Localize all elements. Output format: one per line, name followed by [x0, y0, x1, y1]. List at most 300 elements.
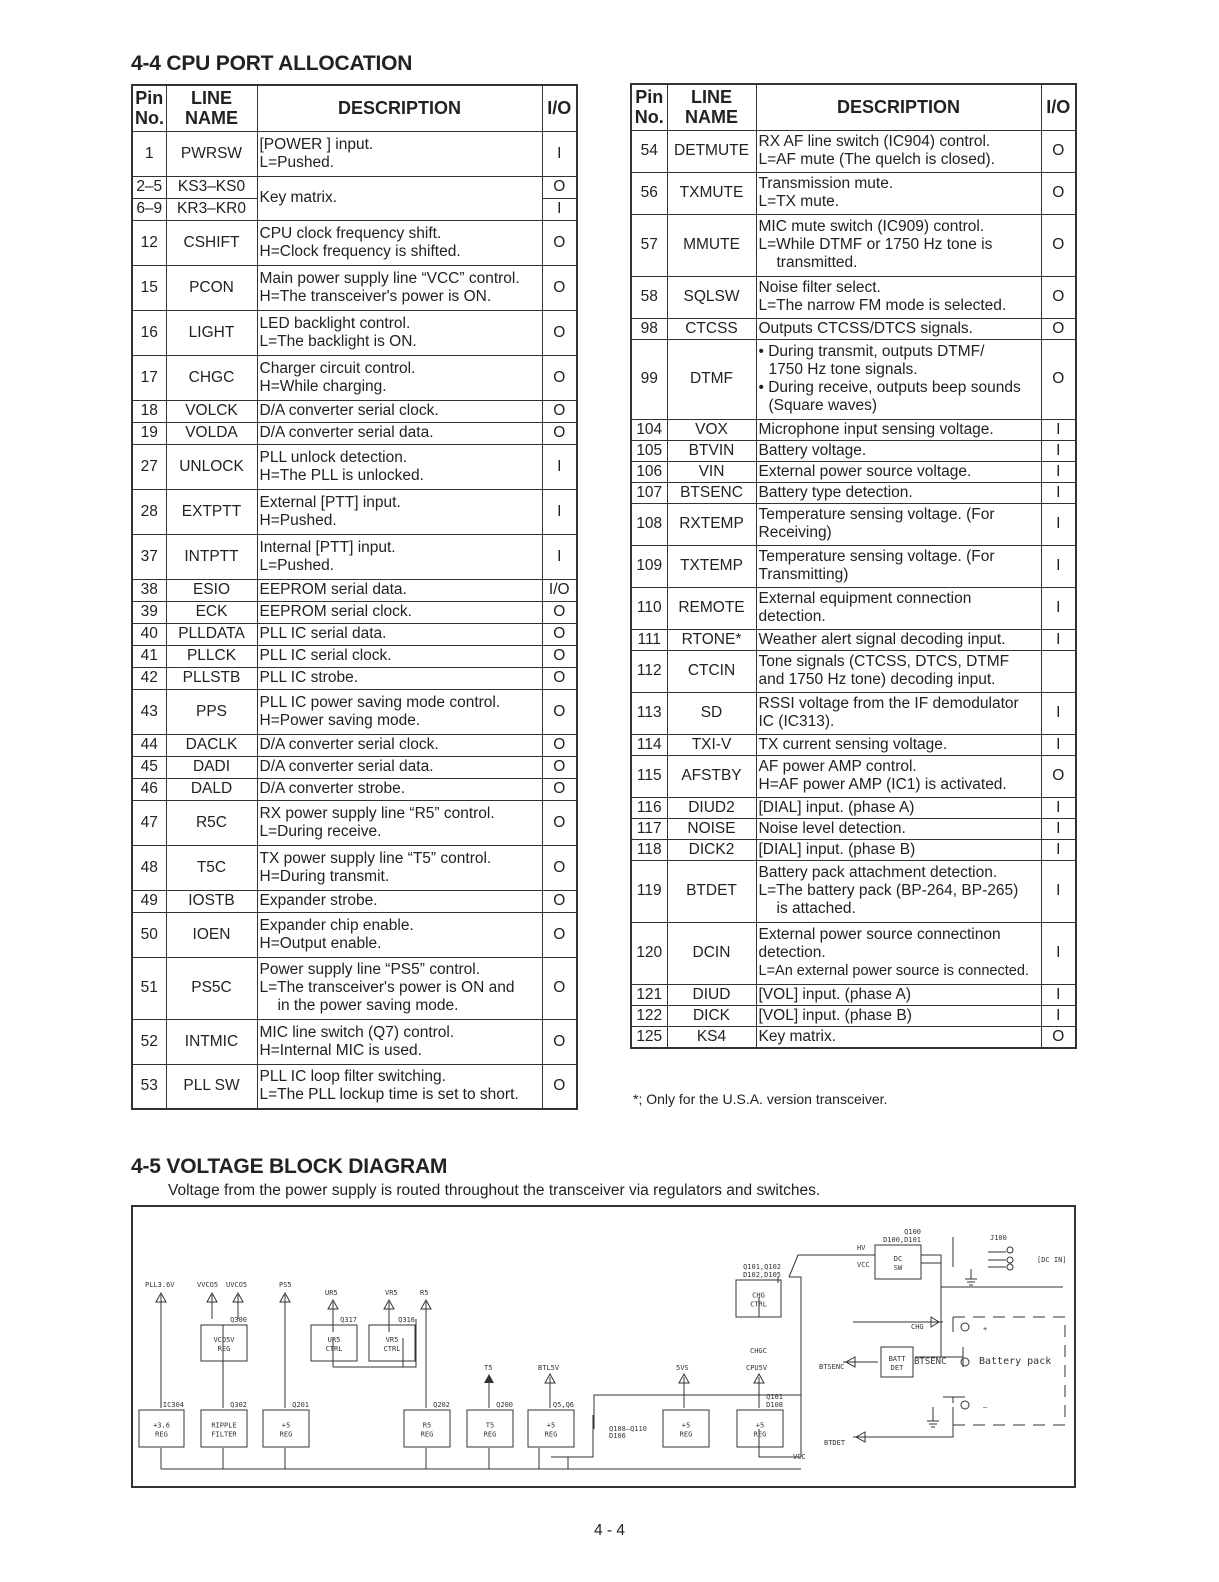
io-value: I: [1041, 419, 1076, 440]
table-row: [132, 265, 577, 310]
description: [756, 755, 1041, 797]
description-line: MIC mute switch (IC909) control.: [758, 218, 985, 235]
line-name: DIUD2: [667, 797, 756, 818]
pin-number: 12: [132, 220, 166, 265]
diagram-output-label: PLL3.6V: [145, 1281, 175, 1289]
description-line: H=The transceiver's power is ON.: [259, 287, 492, 305]
table-row: [132, 310, 577, 355]
line-name: UNLOCK: [166, 444, 257, 489]
diagram-output-label: R5: [420, 1289, 429, 1297]
pin-header: Pin No.: [132, 85, 166, 131]
line-name: TXMUTE: [667, 172, 756, 214]
diagram-block-sublabel: DET: [890, 1364, 904, 1372]
description-line: Temperature sensing voltage. (For: [758, 506, 995, 523]
pin-number: 42: [132, 667, 166, 689]
description: [756, 276, 1041, 318]
description-line: detection.: [758, 608, 826, 625]
table-row: [631, 318, 1076, 339]
description-header: DESCRIPTION: [257, 85, 542, 131]
table-row: [132, 667, 577, 689]
diagram-block-sublabel: REG: [679, 1430, 693, 1439]
table-row: [132, 645, 577, 667]
pin-number: 119: [631, 860, 667, 922]
diagram-block-sublabel: REG: [420, 1430, 434, 1439]
description: [756, 984, 1041, 1005]
description-line: External power source connectinon: [758, 926, 1001, 943]
description-line: [POWER ] input.: [259, 135, 374, 153]
io-value: O: [542, 1064, 577, 1109]
diagram-output-label: UVCO5: [226, 1281, 248, 1289]
description-line: L=While DTMF or 1750 Hz tone is: [758, 236, 993, 253]
description-line: • During transmit, outputs DTMF/: [758, 343, 985, 360]
diagram-output-label: VR5: [385, 1289, 398, 1297]
description-line: LED backlight control.: [259, 314, 411, 332]
description-line: H=Output enable.: [259, 934, 382, 952]
description: [257, 689, 542, 734]
line-name: PLLSTB: [166, 667, 257, 689]
pin-number: 125: [631, 1026, 667, 1048]
description: [756, 419, 1041, 440]
description-line: [DIAL] input. (phase A): [758, 798, 915, 816]
diagram-ref-label: D100,D101: [883, 1236, 921, 1244]
diagram-label: BTDET: [824, 1439, 846, 1447]
io-value: I/O: [542, 579, 577, 601]
description: [756, 587, 1041, 629]
line-name: BTSENC: [667, 482, 756, 503]
description-line: AF power AMP control.: [758, 758, 917, 775]
line-name: KR3–KR0: [166, 198, 257, 220]
line-name: RXTEMP: [667, 503, 756, 545]
diagram-output-label: BTL5V: [538, 1364, 560, 1372]
table-row: [631, 860, 1076, 922]
line-name: PS5C: [166, 957, 257, 1019]
line-name: DICK2: [667, 839, 756, 860]
line-name-header: LINE NAME: [166, 85, 257, 131]
diagram-ref-label: Q200: [496, 1401, 513, 1409]
io-value: O: [542, 265, 577, 310]
io-value: I: [542, 198, 577, 220]
line-name: ESIO: [166, 579, 257, 601]
table-row: [132, 579, 577, 601]
description-line: H=Clock frequency is shifted.: [259, 242, 461, 260]
line-name: PLLDATA: [166, 623, 257, 645]
pin-number: 117: [631, 818, 667, 839]
description-header: DESCRIPTION: [756, 84, 1041, 130]
line-name: CTCSS: [667, 318, 756, 339]
io-value: I: [1041, 482, 1076, 503]
io-value: O: [1041, 130, 1076, 172]
io-value: I: [542, 444, 577, 489]
description-line: [VOL] input. (phase A): [758, 985, 912, 1003]
pin-number: 120: [631, 922, 667, 984]
diagram-ref-label: Q5,Q6: [552, 1401, 574, 1409]
description-line: PLL IC serial data.: [259, 625, 387, 642]
pin-number: 50: [132, 912, 166, 957]
table-row: [132, 534, 577, 579]
description-line: Main power supply line “VCC” control.: [259, 269, 520, 287]
table-row: [631, 734, 1076, 755]
io-value: O: [1041, 276, 1076, 318]
io-value: O: [542, 310, 577, 355]
line-name: CSHIFT: [166, 220, 257, 265]
description: [756, 1005, 1041, 1026]
diagram-block-sublabel: CTRL: [383, 1345, 401, 1353]
diagram-block-label: +5: [755, 1421, 765, 1430]
diagram-ref-label: Q300: [230, 1316, 247, 1324]
io-value: O: [1041, 755, 1076, 797]
table-row: [631, 797, 1076, 818]
description: [756, 214, 1041, 276]
diagram-label: –: [983, 1403, 988, 1411]
description: [257, 220, 542, 265]
line-name: INTMIC: [166, 1019, 257, 1064]
pin-number: 48: [132, 845, 166, 890]
description-line: L=The transceiver's power is ON and: [259, 979, 515, 996]
diagram-block-label: R5: [422, 1421, 432, 1430]
description: [756, 692, 1041, 734]
diagram-block-label: RIPPLE: [211, 1421, 237, 1430]
io-value: O: [542, 400, 577, 422]
description-line: Expander chip enable.: [259, 916, 414, 934]
pin-number: 105: [631, 440, 667, 461]
description: [257, 355, 542, 400]
pin-number: 27: [132, 444, 166, 489]
io-value: O: [542, 645, 577, 667]
description-line: External power source voltage.: [758, 462, 972, 480]
pin-number: 113: [631, 692, 667, 734]
description: [257, 912, 542, 957]
description: [257, 667, 542, 689]
table-row: [132, 623, 577, 645]
table-row: [631, 755, 1076, 797]
diagram-ref-label: Q100: [904, 1228, 921, 1236]
io-value: I: [1041, 839, 1076, 860]
line-name: DADI: [166, 756, 257, 778]
pin-number: 17: [132, 355, 166, 400]
pin-number: 106: [631, 461, 667, 482]
description-line: H=While charging.: [259, 377, 387, 395]
description-line: Tone signals (CTCSS, DTCS, DTMF: [758, 653, 1010, 670]
line-name: TXTEMP: [667, 545, 756, 587]
description-line: Microphone input sensing voltage.: [758, 420, 994, 438]
diagram-output-label: PS5: [279, 1281, 292, 1289]
description-line: H=The PLL is unlocked.: [259, 466, 424, 484]
io-value: O: [1041, 214, 1076, 276]
diagram-block-label: +5: [281, 1421, 291, 1430]
description-line: L=The PLL lockup time is set to short.: [259, 1086, 519, 1104]
diagram-block-label: DC: [893, 1255, 903, 1263]
diagram-ref-label: Q201: [292, 1401, 309, 1409]
diagram-block-label: VR5: [385, 1336, 399, 1344]
description-line: L=TX mute.: [758, 193, 840, 210]
line-name: DALD: [166, 778, 257, 800]
description-line: L=AF mute (The quelch is closed).: [758, 151, 995, 168]
diagram-block-sublabel: REG: [279, 1430, 293, 1439]
io-value: O: [542, 689, 577, 734]
description: [257, 957, 542, 1019]
diagram-block-label: BATT: [888, 1355, 906, 1363]
io-value: I: [1041, 797, 1076, 818]
io-value: O: [542, 778, 577, 800]
diagram-output-label: VVCO5: [197, 1281, 219, 1289]
description-line: in the power saving mode.: [277, 997, 459, 1014]
diagram-output-label: 5VS: [676, 1364, 689, 1372]
pin-number: 108: [631, 503, 667, 545]
table-row: [132, 957, 577, 1019]
description: [257, 265, 542, 310]
diagram-label: BTSENC: [819, 1363, 845, 1371]
description: [257, 422, 542, 444]
table-row: [631, 482, 1076, 503]
pin-number: 109: [631, 545, 667, 587]
line-name: T5C: [166, 845, 257, 890]
description-line: Outputs CTCSS/DTCS signals.: [758, 319, 973, 337]
description-line: D/A converter serial data.: [259, 424, 434, 441]
line-name: DIUD: [667, 984, 756, 1005]
description-line: H=AF power AMP (IC1) is activated.: [758, 776, 1007, 793]
line-name: BTVIN: [667, 440, 756, 461]
description-line: Noise filter select.: [758, 279, 881, 296]
io-value: O: [542, 422, 577, 444]
io-value: I: [1041, 1005, 1076, 1026]
table-row: [132, 1019, 577, 1064]
page-number: 4 - 4: [593, 1522, 625, 1539]
description: [756, 461, 1041, 482]
io-value: O: [542, 601, 577, 623]
io-value: O: [542, 912, 577, 957]
section-intro: Voltage from the power supply is routed throughout the transceiver via regulators and switches.: [168, 1182, 821, 1199]
table-row: [631, 545, 1076, 587]
pin-number: 19: [132, 422, 166, 444]
line-name: DACLK: [166, 734, 257, 756]
diagram-label: D106: [609, 1432, 626, 1440]
description-line: L=Pushed.: [259, 153, 335, 171]
description-line: CPU clock frequency shift.: [259, 224, 442, 242]
description: [257, 601, 542, 623]
line-name: PPS: [166, 689, 257, 734]
line-name: IOEN: [166, 912, 257, 957]
description-line: L=The narrow FM mode is selected.: [758, 297, 1007, 314]
table-row: [132, 689, 577, 734]
io-value: I: [1041, 545, 1076, 587]
table-row: [631, 419, 1076, 440]
diagram-block-sublabel: REG: [483, 1430, 497, 1439]
pin-number: 2–5: [132, 176, 166, 198]
line-name: VOX: [667, 419, 756, 440]
io-value: I: [1041, 461, 1076, 482]
diagram-label: CHGC: [750, 1347, 767, 1355]
description-line: External equipment connection: [758, 590, 972, 607]
diagram-ref-label: D102,D105: [743, 1271, 781, 1279]
table-row: [132, 912, 577, 957]
table-row: [132, 176, 577, 198]
description-line: EEPROM serial data.: [259, 581, 407, 598]
description: [756, 172, 1041, 214]
diagram-label: [DC IN]: [1037, 1256, 1067, 1264]
table-row: [132, 422, 577, 444]
diagram-block-label: +5: [546, 1421, 556, 1430]
io-value: I: [1041, 860, 1076, 922]
line-name: DCIN: [667, 922, 756, 984]
pin-number: 118: [631, 839, 667, 860]
table-row: [631, 818, 1076, 839]
table-row: [631, 130, 1076, 172]
io-value: O: [542, 734, 577, 756]
description: [257, 489, 542, 534]
pin-number: 16: [132, 310, 166, 355]
line-name: CTCIN: [667, 650, 756, 692]
pin-number: 57: [631, 214, 667, 276]
diagram-ref-label: D108: [766, 1401, 783, 1409]
io-header: I/O: [542, 85, 577, 131]
diagram-label: VCC: [793, 1453, 806, 1461]
voltage-block-diagram: [131, 1205, 1076, 1488]
line-name: PLLCK: [166, 645, 257, 667]
line-name: IOSTB: [166, 890, 257, 912]
table-row: [132, 890, 577, 912]
pin-number: 56: [631, 172, 667, 214]
line-name: DICK: [667, 1005, 756, 1026]
description-line: IC (IC313).: [758, 713, 835, 730]
line-name: EXTPTT: [166, 489, 257, 534]
diagram-block-sublabel: REG: [753, 1430, 767, 1439]
line-name: KS4: [667, 1026, 756, 1048]
diagram-block-label: VCO5V: [213, 1336, 235, 1344]
table-row: [132, 800, 577, 845]
io-value: O: [542, 845, 577, 890]
description-line: MIC line switch (Q7) control.: [259, 1023, 455, 1041]
diagram-label: Q108–Q110: [609, 1425, 647, 1433]
diagram-block-sublabel: CTRL: [750, 1300, 767, 1309]
diagram-ref-label: Q101,Q102: [743, 1263, 781, 1271]
diagram-block-label: +5: [681, 1421, 691, 1430]
description: [756, 545, 1041, 587]
diagram-output-label: CPU5V: [746, 1364, 768, 1372]
diagram-block-label: +3.6: [153, 1421, 170, 1430]
description-line: RX power supply line “R5” control.: [259, 804, 495, 822]
line-name: PLL SW: [166, 1064, 257, 1109]
line-name: VOLCK: [166, 400, 257, 422]
table-row: [132, 220, 577, 265]
table-row: [631, 1026, 1076, 1048]
description: [257, 890, 542, 912]
description-line: Weather alert signal decoding input.: [758, 630, 1006, 648]
io-value: O: [542, 355, 577, 400]
pin-number: 28: [132, 489, 166, 534]
pin-number: 107: [631, 482, 667, 503]
line-name: LIGHT: [166, 310, 257, 355]
line-name: R5C: [166, 800, 257, 845]
pin-number: 47: [132, 800, 166, 845]
description-line: PLL IC power saving mode control.: [259, 693, 501, 711]
line-name: DTMF: [667, 339, 756, 419]
section-title-voltage-diagram: 4-5 VOLTAGE BLOCK DIAGRAM: [131, 1155, 448, 1178]
line-name: REMOTE: [667, 587, 756, 629]
table-row: [132, 400, 577, 422]
pin-number: 18: [132, 400, 166, 422]
description: [257, 444, 542, 489]
description-line: [DIAL] input. (phase B): [758, 840, 916, 858]
line-name-header: LINE NAME: [667, 84, 756, 130]
description: [257, 845, 542, 890]
pin-number: 52: [132, 1019, 166, 1064]
line-name: TXI-V: [667, 734, 756, 755]
io-value: O: [542, 176, 577, 198]
diagram-label: VCC: [857, 1261, 870, 1269]
description-line: PLL unlock detection.: [259, 448, 408, 466]
description-line: Charger circuit control.: [259, 359, 416, 377]
description: [257, 534, 542, 579]
diagram-block-label: T5: [485, 1421, 495, 1430]
pin-number: 115: [631, 755, 667, 797]
diagram-block-sublabel: REG: [155, 1430, 168, 1439]
table-row: [631, 1005, 1076, 1026]
pin-number: 112: [631, 650, 667, 692]
io-header: I/O: [1041, 84, 1076, 130]
description-line: Expander strobe.: [259, 892, 378, 909]
description-line: External [PTT] input.: [259, 493, 401, 511]
pin-header: Pin No.: [631, 84, 667, 130]
pin-number: 104: [631, 419, 667, 440]
description: [257, 756, 542, 778]
description-line: • During receive, outputs beep sounds: [758, 379, 1021, 396]
line-name: RTONE*: [667, 629, 756, 650]
description-line: RX AF line switch (IC904) control.: [758, 133, 991, 150]
description-line: transmitted.: [776, 254, 858, 271]
table-row: [631, 839, 1076, 860]
pin-number: 58: [631, 276, 667, 318]
description: [257, 1019, 542, 1064]
table-row: [132, 778, 577, 800]
table-row: [132, 601, 577, 623]
table-row: [132, 131, 577, 176]
diagram-ref-label: Q302: [230, 1401, 247, 1409]
table-row: [631, 214, 1076, 276]
description-line: and 1750 Hz tone) decoding input.: [758, 671, 996, 688]
io-value: I: [1041, 629, 1076, 650]
table-row: [631, 440, 1076, 461]
description: [756, 797, 1041, 818]
description-line: H=Pushed.: [259, 511, 337, 529]
pin-number: 6–9: [132, 198, 166, 220]
description-line: D/A converter strobe.: [259, 780, 406, 797]
description-line: Power supply line “PS5” control.: [259, 961, 481, 978]
pin-number: 39: [132, 601, 166, 623]
line-name: DETMUTE: [667, 130, 756, 172]
line-name: AFSTBY: [667, 755, 756, 797]
description: [756, 839, 1041, 860]
pin-number: 51: [132, 957, 166, 1019]
description: [756, 818, 1041, 839]
io-value: I: [1041, 984, 1076, 1005]
table-row: [631, 339, 1076, 419]
diagram-output-label: T5: [484, 1364, 493, 1372]
line-name: SQLSW: [667, 276, 756, 318]
pin-number: 45: [132, 756, 166, 778]
description-line: Internal [PTT] input.: [259, 538, 396, 556]
line-name: KS3–KS0: [166, 176, 257, 198]
description-line: L=The backlight is ON.: [259, 332, 417, 350]
diagram-block-sublabel: FILTER: [211, 1430, 237, 1439]
diagram-label: J100: [990, 1234, 1007, 1242]
io-value: I: [1041, 734, 1076, 755]
description: [257, 579, 542, 601]
line-name: PCON: [166, 265, 257, 310]
pin-number: 38: [132, 579, 166, 601]
table-row: [631, 276, 1076, 318]
line-name: PWRSW: [166, 131, 257, 176]
diagram-ref-label: Q316: [398, 1316, 415, 1324]
